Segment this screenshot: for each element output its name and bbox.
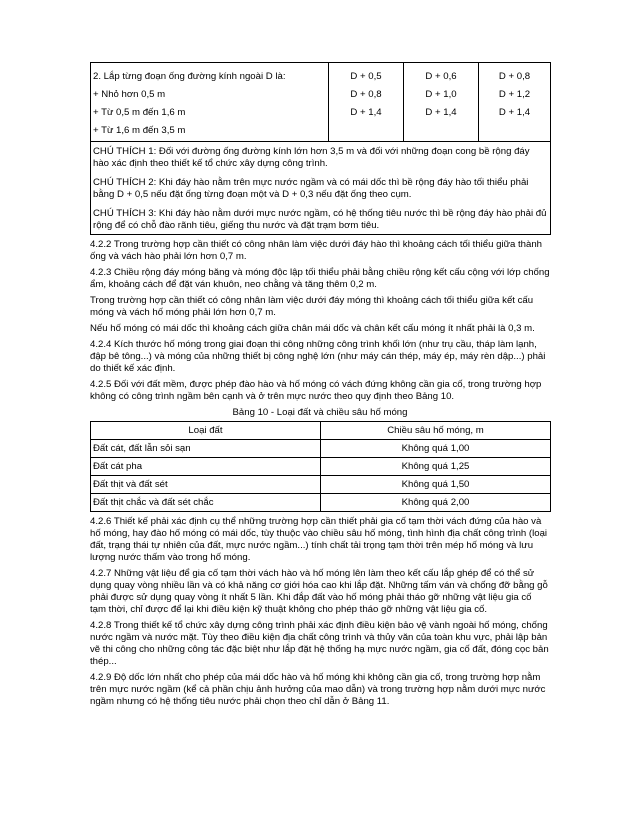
paragraph: 4.2.3 Chiều rộng đáy móng băng và móng độc lập tối thiểu phải bằng chiều rộng kết cấu cộng với lớp chống ẩm, khoảng cách để đặt ván khuôn, neo chằng và tăng thêm 0,2 m. [90, 267, 550, 290]
paragraph: Trong trường hợp cần thiết có công nhân làm việc dưới đáy móng thì khoảng cách tối thiểu giữa kết cấu móng và vách hố móng phải lớn hơn 0,7 m. [90, 295, 534, 318]
table-note: CHÚ THÍCH 2: Khi đáy hào nằm trên mực nước ngầm và có mái dốc thì bề rộng đáy hào tối thiểu phải bằng D + 0,5 nếu đặt ống từng đoạn một và D + 0,3 nếu đặt ống theo cụm. [93, 177, 529, 200]
paragraph: 4.2.5 Đối với đất mềm, được phép đào hào và hố móng có vách đứng không cần gia cố, trong trường hợp không có công trình ngầm bên cạnh và ở trên mực nước theo quy định theo Bảng 10. [90, 379, 542, 402]
depth-cell: Không quá 1,00 [321, 440, 551, 458]
depth-cell: Không quá 1,25 [321, 458, 551, 476]
paragraph: 4.2.7 Những vật liệu để gia cố tạm thời vách hào và hố móng lên làm theo kết cấu lắp ghép để có thể sử dụng quay vòng nhiều lần và có khả năng cơ giới hóa cao khi lắp đặt. Những tấm ván và chống đỡ bằng gỗ phải được sử dụng quay vòng ít nhất 5 lần. Khi đắp đất vào hố móng phải tháo gỡ những vật liệu gia cố tạm thời, chỉ được để lại khi điều kiện kỹ thuật không cho phép tháo gỡ những vật liệu gia cố. [90, 568, 548, 615]
cell-value: D + 1,2 [498, 89, 531, 100]
cell-value: D + 1,0 [425, 89, 457, 100]
soil-type-cell: Đất cát pha [91, 458, 321, 476]
cell-value: D + 1,4 [425, 107, 457, 118]
soil-type-cell: Đất thịt chắc và đất sét chắc [91, 494, 321, 512]
paragraph: 4.2.2 Trong trường hợp cần thiết có công nhân làm việc dưới đáy hào thì khoảng cách tối thiểu giữa thành ống và vách hào phải lớn hơn 0,7 m. [90, 239, 543, 262]
table-notes-row [91, 142, 551, 235]
cell-value: D + 0,5 [350, 71, 382, 82]
paragraph: 4.2.4 Kích thước hố móng trong giai đoạn thi công những công trình khối lớn (như trụ cầu, tháp làm lạnh, đập bê tông...) và móng của những thiết bị công nghệ lớn (như máy cán thép, máy ép, máy rèn dập...) phải do thiết kế xác định. [90, 339, 546, 374]
soil-type-cell: Đất thịt và đất sét [91, 476, 321, 494]
table-note: CHÚ THÍCH 1: Đối với đường ống đường kính lớn hơn 3,5 m và đối với những đoạn cong bề rộng đáy hào xác định theo thiết kế tổ chức xây dựng công trình. [93, 146, 530, 169]
row-label-line: 2. Lắp từng đoạn ống đường kính ngoài D là: [93, 71, 286, 82]
value-cell [479, 63, 551, 142]
column-header: Loại đất [91, 422, 321, 440]
table-row [91, 494, 551, 512]
notes-cell [91, 142, 551, 235]
cell-value: D + 0,6 [425, 71, 457, 82]
paragraph: 4.2.8 Trong thiết kế tổ chức xây dựng công trình phải xác định điều kiện bảo vệ vành ngoài hố móng, chống nước ngầm và nước mặt. Tùy theo điều kiện địa chất công trình và thủy văn của toàn khu vực, phải lập bản vẽ thi công cho những công tác đặc biệt như lắp đặt hệ thống hạ mực nước ngầm, gia cố đất, đóng cọc bản thép... [90, 620, 549, 667]
table-row [91, 476, 551, 494]
row-label-line: + Từ 0,5 m đến 1,6 m [93, 107, 186, 118]
row-label-line: + Nhỏ hơn 0,5 m [93, 89, 166, 100]
column-header: Chiều sâu hố móng, m [321, 422, 551, 440]
document-page [90, 62, 550, 712]
table-row [91, 63, 551, 142]
paragraph: Nếu hố móng có mái dốc thì khoảng cách giữa chân mái dốc và chân kết cấu móng ít nhất phải là 0,3 m. [90, 323, 535, 334]
paragraph: 4.2.6 Thiết kế phải xác định cụ thể những trường hợp cần thiết phải gia cố tạm thời vách đứng của hào và hố móng, hay đào hố móng có mái dốc, tùy thuộc vào chiều sâu hố móng, tình hình địa chất công trình (loại đất, trạng thái tự nhiên của đất, mực nước ngầm...) tính chất tải trọng tạm thời trên mép hố móng và lưu lượng nước thấm vào trong hố móng. [90, 516, 548, 563]
depth-cell: Không quá 2,00 [321, 494, 551, 512]
row-label-line: + Từ 1,6 m đến 3,5 m [93, 125, 186, 136]
soil-type-cell: Đất cát, đất lẫn sỏi sạn [91, 440, 321, 458]
row-label-cell [91, 63, 329, 142]
pipe-width-table [90, 62, 551, 235]
table-row [91, 440, 551, 458]
cell-value: D + 0,8 [498, 71, 531, 82]
soil-depth-table [90, 421, 551, 512]
value-cell [404, 63, 479, 142]
cell-value: D + 0,8 [350, 89, 382, 100]
paragraph: 4.2.9 Độ dốc lớn nhất cho phép của mái dốc hào và hố móng khi không cần gia cố, trong trường hợp nằm trên mực nước ngầm (kể cả phần chịu ảnh hưởng của mao dẫn) và trong trường hợp nằm dưới mực nước ngầm nhưng có hệ thống tiêu nước phải chọn theo chỉ dẫn ở Bảng 11. [90, 672, 546, 707]
value-cell [329, 63, 404, 142]
cell-value: D + 1,4 [350, 107, 382, 118]
table-row [91, 458, 551, 476]
depth-cell: Không quá 1,50 [321, 476, 551, 494]
table-header-row [91, 422, 551, 440]
table-note: CHÚ THÍCH 3: Khi đáy hào nằm dưới mực nước ngầm, có hệ thống tiêu nước thì bề rộng đáy hào phải đủ rộng để có chỗ đào rãnh tiêu, giếng thu nước và đặt trạm bơm tiêu. [93, 208, 547, 231]
cell-value: D + 1,4 [498, 107, 531, 118]
table-caption: Bảng 10 - Loại đất và chiều sâu hố móng [232, 407, 408, 418]
